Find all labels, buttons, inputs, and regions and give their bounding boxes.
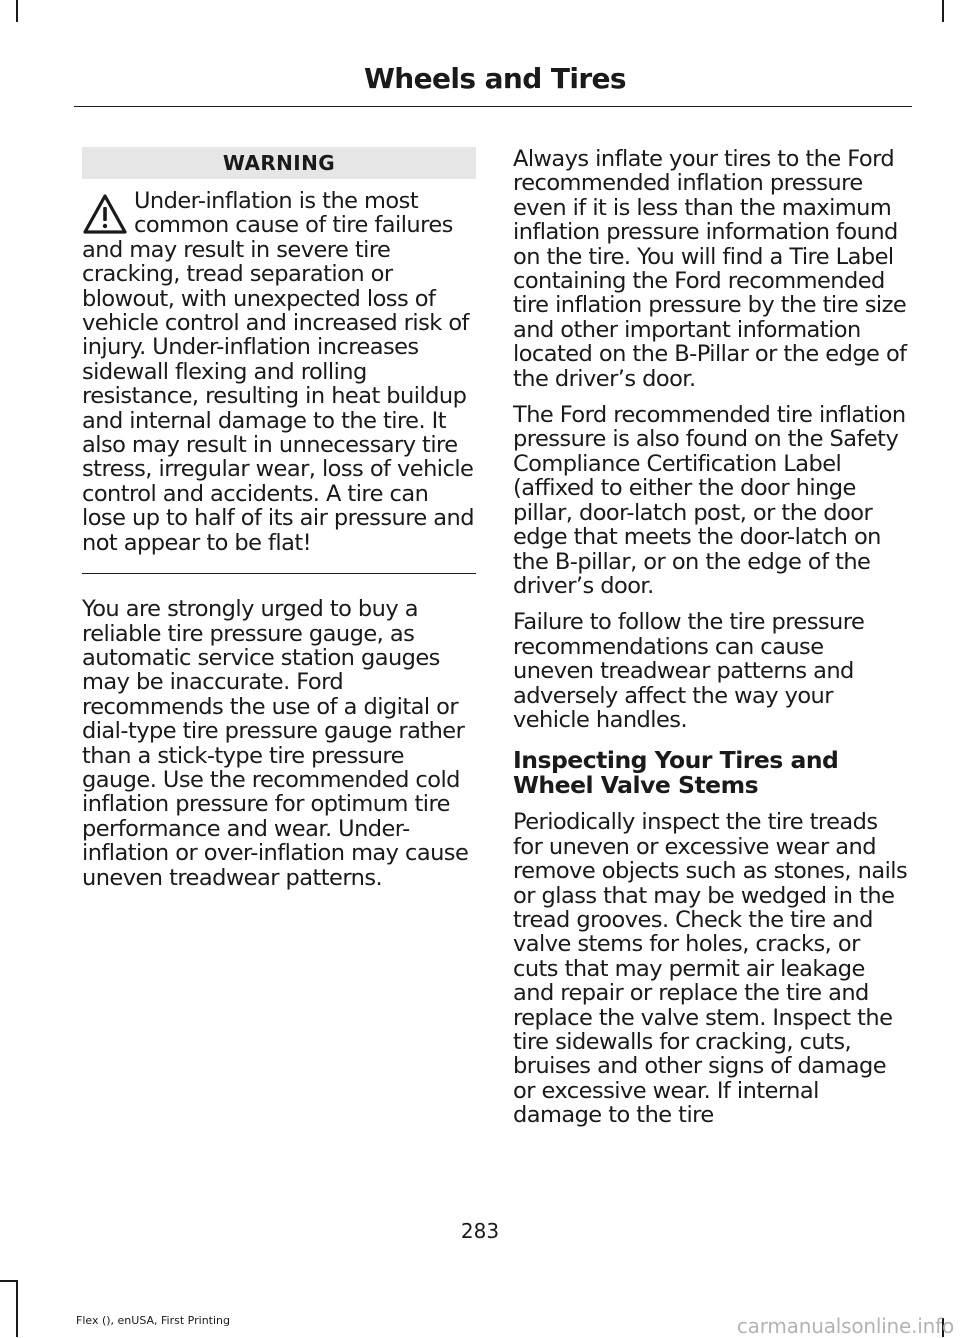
paragraph: The Ford recommended tire inflation pressure is also found on the Safety Compliance Certification Label (affixed to either the door hinge pillar, door-latch post, or the door edge that meets the door-latch on the B-pillar, or on the edge of the driver’s door.: [513, 402, 906, 599]
watermark: carmanualsonline.info: [736, 1314, 954, 1338]
crop-mark: [0, 1280, 18, 1282]
header-rule: [74, 106, 912, 107]
warning-heading: WARNING: [82, 147, 476, 179]
warning-rule: [82, 573, 476, 574]
paragraph: Failure to follow the tire pressure recommendations can cause uneven treadwear patterns and adversely affect the way your vehicle handles.: [513, 609, 865, 733]
warning-body: [82, 189, 476, 555]
paragraph: You are strongly urged to buy a reliable tire pressure gauge, as automatic service station gauges may be inaccurate. Ford recommends the use of a digital or dial-type tire pressure gauge rather than a stick-type tire pressure gauge. Use the recommended cold inflation pressure for optimum tire performance and wear. Under-inflation or over-inflation may cause uneven treadwear patterns.: [82, 596, 469, 891]
page-number: 283: [460, 1219, 500, 1243]
paragraph: Periodically inspect the tire treads for uneven or excessive wear and remove objects such as stones, nails or glass that may be wedged in the tread grooves. Check the tire and valve stems for holes, cracks, or cuts that may permit air leakage and repair or replace the tire and replace the valve stem. Inspect the tire sidewalls for cracking, cuts, bruises and other signs of damage or excessive wear. If internal damage to the tire: [513, 809, 908, 1129]
crop-mark: [16, 1280, 18, 1337]
paragraph: Always inflate your tires to the Ford recommended inflation pressure even if it is less than the maximum inflation pressure information found on the tire. You will find a Tire Label containing the Ford recommended tire inflation pressure by the tire size and other important information located on the B-Pillar or the edge of the driver’s door.: [513, 146, 907, 392]
left-column: [82, 147, 476, 902]
crop-mark: [16, 0, 18, 22]
warning-triangle-icon: [82, 193, 128, 235]
right-column: [513, 147, 909, 1140]
crop-mark: [942, 0, 944, 22]
warning-text: Under-inflation is the most common cause of tire failures and may result in severe tire cracking, tread separation or blowout, with unexpected loss of vehicle control and increased risk of injury. Under-inflation increases sidewall flexing and rolling resistance, resulting in heat buildup and internal damage to the tire. It also may result in unnecessary tire stress, irregular wear, loss of vehicle control and accidents. A tire can lose up to half of its air pressure and not appear to be flat!: [82, 188, 474, 556]
running-head: Wheels and Tires: [364, 62, 626, 95]
section-heading: Inspecting Your Tires and Wheel Valve Stems: [513, 746, 839, 800]
warning-box: [82, 147, 476, 574]
footer-text: Flex (), enUSA, First Printing: [76, 1314, 230, 1327]
